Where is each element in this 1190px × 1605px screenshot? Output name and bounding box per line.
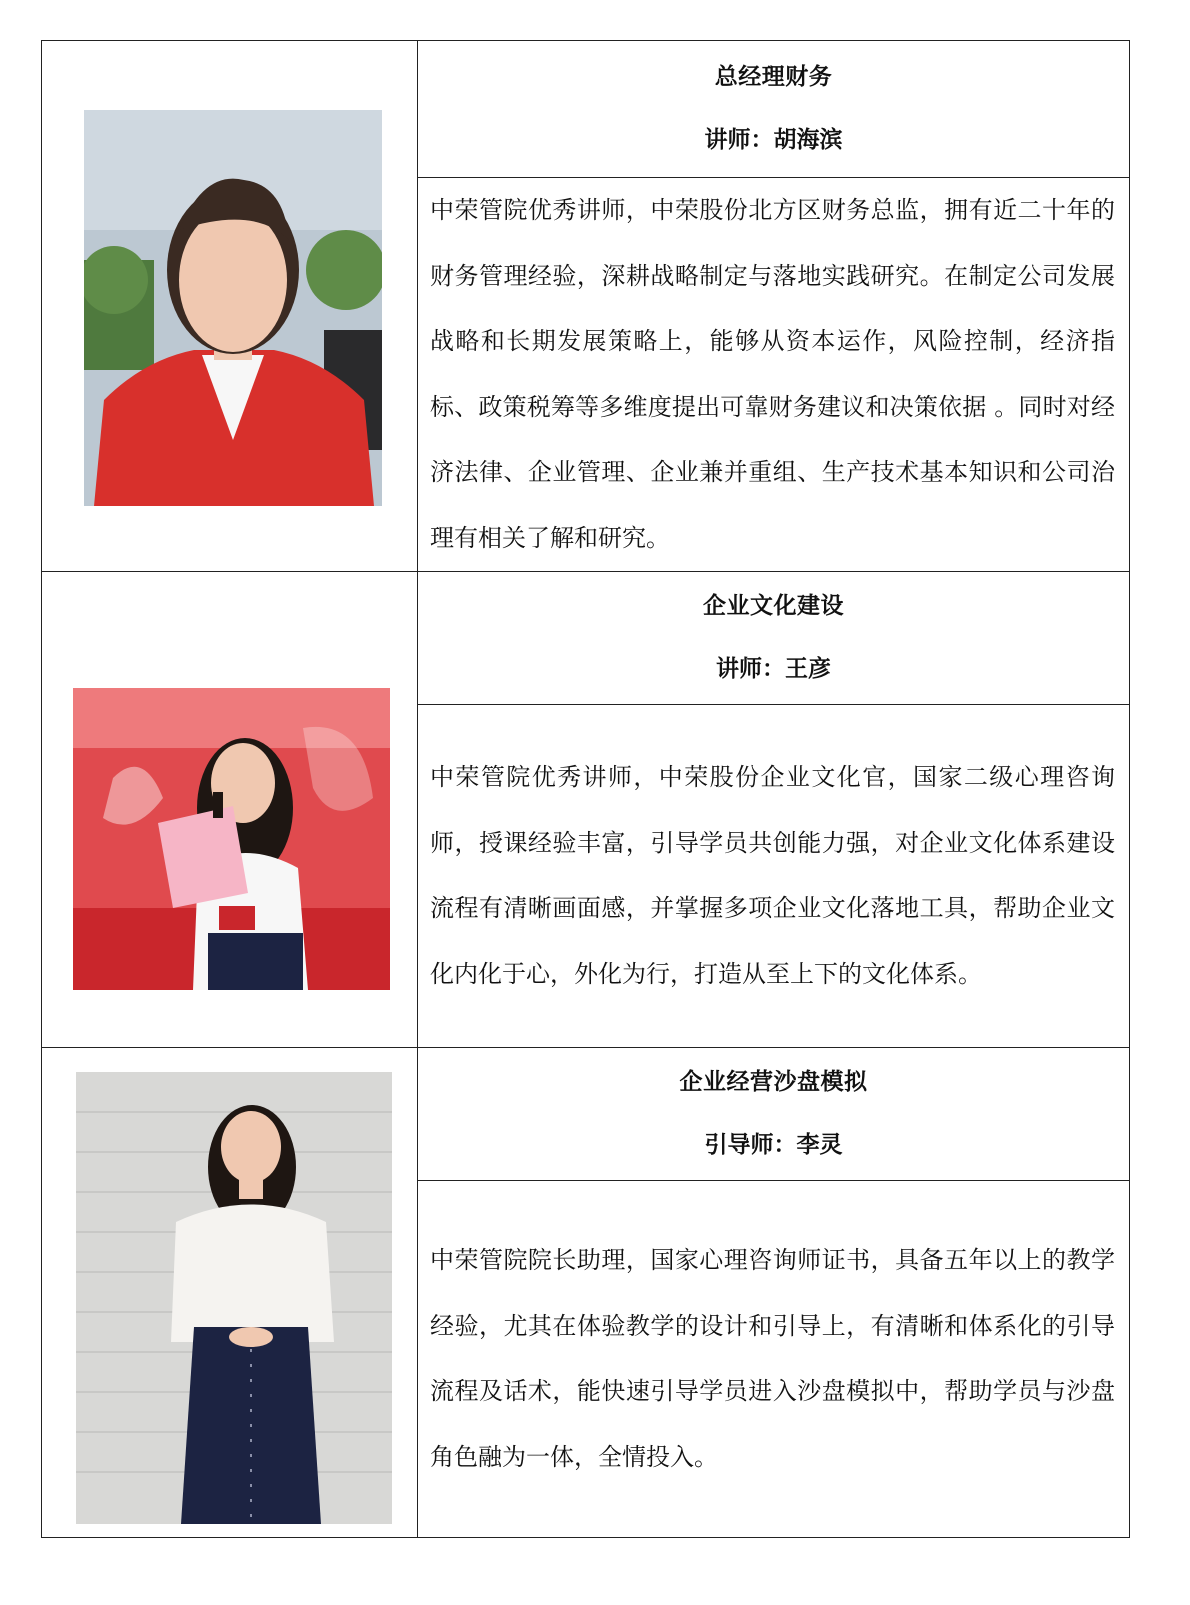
lecturer-name: 讲师：胡海滨 (704, 127, 843, 153)
instructor-photo-cell-2 (42, 572, 418, 1048)
course-title: 企业文化建设 (703, 593, 844, 619)
portrait-illustration-2 (73, 688, 390, 990)
lecturer-name: 引导师：李灵 (704, 1132, 843, 1158)
instructor-photo-2 (73, 688, 390, 990)
instructor-row-3-header (42, 1048, 1130, 1181)
instructor-bio: 中荣管院院长助理，国家心理咨询师证书，具备五年以上的教学经验，尤其在体验教学的设计和引导上，有清晰和体系化的引导流程及话术，能快速引导学员进入沙盘模拟中，帮助学员与沙盘角色融为一体，全情投入。 (418, 1181, 1130, 1538)
instructor-bio: 中荣管院优秀讲师，中荣股份企业文化官，国家二级心理咨询师，授课经验丰富，引导学员共创能力强，对企业文化体系建设流程有清晰画面感，并掌握多项企业文化落地工具，帮助企业文化内化于心，外化为行，打造从至上下的文化体系。 (418, 705, 1130, 1048)
instructor-bio: 中荣管院优秀讲师，中荣股份北方区财务总监，拥有近二十年的财务管理经验，深耕战略制定与落地实践研究。在制定公司发展战略和长期发展策略上，能够从资本运作，风险控制，经济指标、政策税筹等多维度提出可靠财务建议和决策依据 。同时对经济法律、企业管理、企业兼并重组、生产技术基本知识和公司治理有相关了解和研究。 (418, 178, 1130, 572)
course-title: 企业经营沙盘模拟 (679, 1069, 868, 1095)
instructor-sheet (41, 40, 1129, 1540)
course-title: 总经理财务 (714, 64, 833, 90)
instructor-photo-cell-3 (42, 1048, 418, 1538)
instructor-photo-1 (84, 110, 382, 506)
instructor-row-2-header (42, 572, 1130, 705)
portrait-illustration-3 (76, 1072, 392, 1524)
instructor-photo-3 (76, 1072, 392, 1524)
instructor-photo-cell-1 (42, 41, 418, 572)
instructor-header-cell-3 (418, 1048, 1130, 1181)
instructor-table (41, 40, 1130, 1538)
instructor-row-1-header (42, 41, 1130, 178)
instructor-header-cell-1 (418, 41, 1130, 178)
lecturer-name: 讲师：王彦 (716, 656, 831, 682)
portrait-illustration-1 (84, 110, 382, 506)
instructor-header-cell-2 (418, 572, 1130, 705)
